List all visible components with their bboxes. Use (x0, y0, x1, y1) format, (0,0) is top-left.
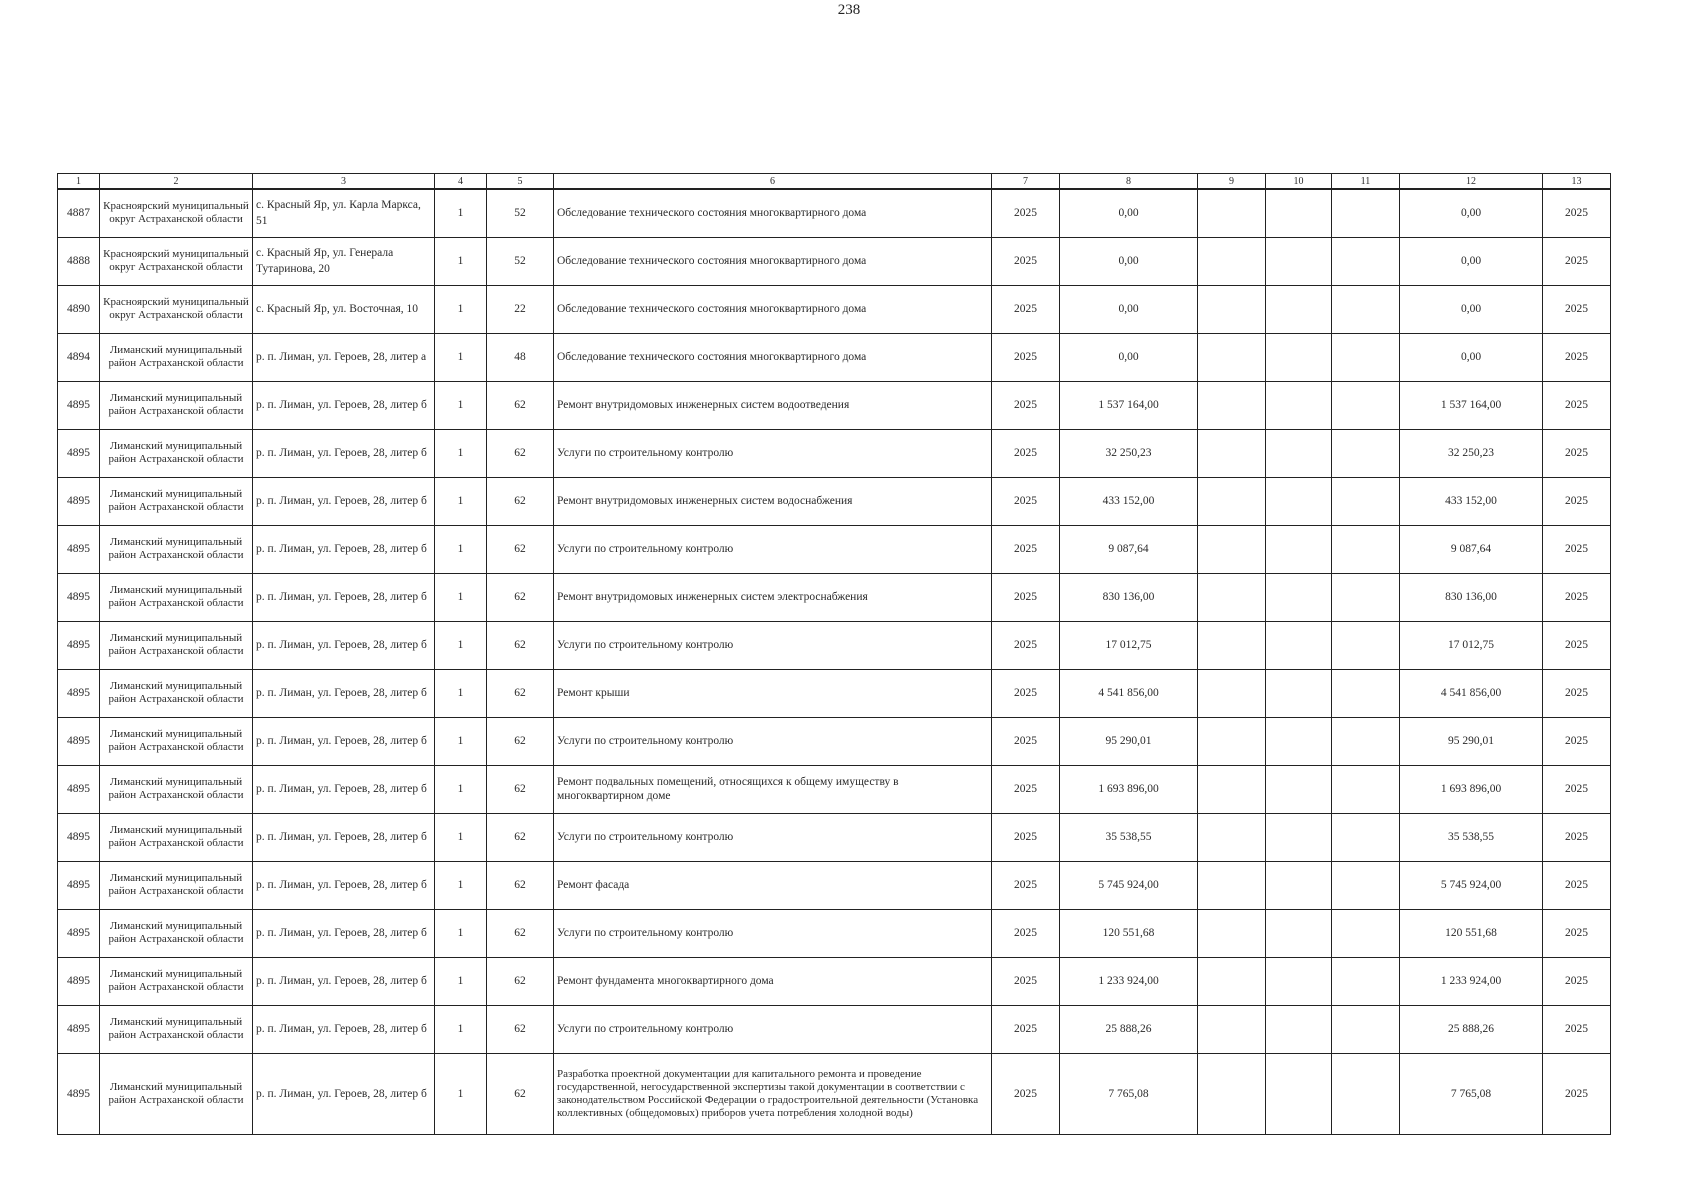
column-header-7: 7 (992, 174, 1060, 190)
cell-total: 7 765,08 (1400, 1053, 1543, 1134)
cell-total: 120 551,68 (1400, 909, 1543, 957)
cell-col10 (1266, 237, 1332, 285)
cell-municipality: Лиманский муниципальный район Астраханской области (100, 957, 253, 1005)
cell-col5: 62 (487, 717, 554, 765)
cell-year: 2025 (992, 477, 1060, 525)
cell-work-type: Услуги по строительному контролю (554, 525, 992, 573)
cell-id: 4895 (58, 477, 100, 525)
cell-year: 2025 (992, 717, 1060, 765)
table-row (58, 573, 1611, 621)
cell-total: 0,00 (1400, 237, 1543, 285)
cell-amount: 0,00 (1060, 285, 1198, 333)
table-row (58, 957, 1611, 1005)
cell-total: 0,00 (1400, 333, 1543, 381)
cell-end-year: 2025 (1543, 333, 1611, 381)
cell-col10 (1266, 717, 1332, 765)
cell-end-year: 2025 (1543, 237, 1611, 285)
cell-amount: 35 538,55 (1060, 813, 1198, 861)
cell-col9 (1198, 189, 1266, 237)
cell-amount: 1 537 164,00 (1060, 381, 1198, 429)
cell-id: 4895 (58, 573, 100, 621)
cell-total: 25 888,26 (1400, 1005, 1543, 1053)
cell-col9 (1198, 381, 1266, 429)
cell-col9 (1198, 957, 1266, 1005)
cell-col5: 62 (487, 861, 554, 909)
cell-address: р. п. Лиман, ул. Героев, 28, литер б (253, 1005, 435, 1053)
cell-year: 2025 (992, 669, 1060, 717)
cell-col11 (1332, 813, 1400, 861)
cell-col11 (1332, 1053, 1400, 1134)
cell-col9 (1198, 765, 1266, 813)
cell-col5: 62 (487, 525, 554, 573)
cell-work-type: Ремонт внутридомовых инженерных систем водоотведения (554, 381, 992, 429)
cell-id: 4887 (58, 189, 100, 237)
cell-col11 (1332, 957, 1400, 1005)
cell-id: 4895 (58, 717, 100, 765)
cell-col9 (1198, 333, 1266, 381)
column-header-13: 13 (1543, 174, 1611, 190)
column-header-11: 11 (1332, 174, 1400, 190)
cell-col9 (1198, 237, 1266, 285)
cell-col11 (1332, 429, 1400, 477)
cell-address: р. п. Лиман, ул. Героев, 28, литер б (253, 381, 435, 429)
cell-year: 2025 (992, 285, 1060, 333)
cell-address: р. п. Лиман, ул. Героев, 28, литер б (253, 717, 435, 765)
cell-amount: 25 888,26 (1060, 1005, 1198, 1053)
cell-address: р. п. Лиман, ул. Героев, 28, литер б (253, 1053, 435, 1134)
table-row (58, 669, 1611, 717)
cell-end-year: 2025 (1543, 765, 1611, 813)
cell-col10 (1266, 909, 1332, 957)
cell-work-type: Услуги по строительному контролю (554, 717, 992, 765)
column-header-12: 12 (1400, 174, 1543, 190)
cell-end-year: 2025 (1543, 429, 1611, 477)
cell-end-year: 2025 (1543, 525, 1611, 573)
cell-address: с. Красный Яр, ул. Генерала Тутаринова, 20 (253, 237, 435, 285)
cell-col5: 62 (487, 621, 554, 669)
cell-work-type: Ремонт внутридомовых инженерных систем водоснабжения (554, 477, 992, 525)
cell-col10 (1266, 189, 1332, 237)
cell-col11 (1332, 669, 1400, 717)
column-header-6: 6 (554, 174, 992, 190)
cell-end-year: 2025 (1543, 957, 1611, 1005)
cell-col5: 62 (487, 813, 554, 861)
cell-amount: 9 087,64 (1060, 525, 1198, 573)
cell-end-year: 2025 (1543, 813, 1611, 861)
cell-end-year: 2025 (1543, 1005, 1611, 1053)
column-header-4: 4 (435, 174, 487, 190)
cell-municipality: Лиманский муниципальный район Астраханской области (100, 573, 253, 621)
cell-col4: 1 (435, 429, 487, 477)
cell-col10 (1266, 1053, 1332, 1134)
cell-col9 (1198, 525, 1266, 573)
cell-id: 4895 (58, 381, 100, 429)
cell-col5: 62 (487, 765, 554, 813)
cell-id: 4895 (58, 525, 100, 573)
cell-id: 4895 (58, 909, 100, 957)
cell-col5: 48 (487, 333, 554, 381)
cell-address: р. п. Лиман, ул. Героев, 28, литер б (253, 861, 435, 909)
cell-col10 (1266, 621, 1332, 669)
cell-year: 2025 (992, 237, 1060, 285)
table-row (58, 765, 1611, 813)
cell-col9 (1198, 909, 1266, 957)
cell-col10 (1266, 765, 1332, 813)
cell-col4: 1 (435, 237, 487, 285)
cell-col10 (1266, 573, 1332, 621)
cell-total: 32 250,23 (1400, 429, 1543, 477)
cell-total: 1 233 924,00 (1400, 957, 1543, 1005)
cell-id: 4895 (58, 813, 100, 861)
cell-col11 (1332, 909, 1400, 957)
cell-col10 (1266, 669, 1332, 717)
cell-total: 9 087,64 (1400, 525, 1543, 573)
cell-col11 (1332, 189, 1400, 237)
cell-id: 4895 (58, 861, 100, 909)
cell-total: 830 136,00 (1400, 573, 1543, 621)
cell-col11 (1332, 621, 1400, 669)
cell-col9 (1198, 573, 1266, 621)
cell-address: р. п. Лиман, ул. Героев, 28, литер б (253, 813, 435, 861)
cell-id: 4895 (58, 957, 100, 1005)
cell-id: 4895 (58, 429, 100, 477)
table-row (58, 237, 1611, 285)
cell-work-type: Услуги по строительному контролю (554, 621, 992, 669)
cell-year: 2025 (992, 765, 1060, 813)
cell-amount: 1 693 896,00 (1060, 765, 1198, 813)
cell-year: 2025 (992, 957, 1060, 1005)
cell-address: р. п. Лиман, ул. Героев, 28, литер б (253, 669, 435, 717)
cell-col4: 1 (435, 957, 487, 1005)
cell-municipality: Лиманский муниципальный район Астраханской области (100, 1005, 253, 1053)
cell-end-year: 2025 (1543, 573, 1611, 621)
cell-municipality: Лиманский муниципальный район Астраханской области (100, 717, 253, 765)
cell-total: 1 537 164,00 (1400, 381, 1543, 429)
cell-col9 (1198, 1053, 1266, 1134)
cell-work-type: Ремонт подвальных помещений, относящихся к общему имуществу в многоквартирном доме (554, 765, 992, 813)
cell-col5: 62 (487, 429, 554, 477)
cell-amount: 0,00 (1060, 189, 1198, 237)
cell-work-type: Разработка проектной документации для капитального ремонта и проведение государственной, негосударственной экспертизы такой документации в соответствии с законодательством Российской Федерации о градостроительной деятельности (Установка коллективных (общедомовых) приборов учета потребления холодной воды) (554, 1053, 992, 1134)
table-row (58, 333, 1611, 381)
cell-amount: 32 250,23 (1060, 429, 1198, 477)
cell-municipality: Лиманский муниципальный район Астраханской области (100, 525, 253, 573)
cell-col10 (1266, 381, 1332, 429)
cell-work-type: Услуги по строительному контролю (554, 429, 992, 477)
cell-col9 (1198, 861, 1266, 909)
cell-col10 (1266, 957, 1332, 1005)
cell-year: 2025 (992, 813, 1060, 861)
cell-col10 (1266, 1005, 1332, 1053)
cell-col4: 1 (435, 813, 487, 861)
cell-year: 2025 (992, 573, 1060, 621)
cell-amount: 120 551,68 (1060, 909, 1198, 957)
cell-municipality: Лиманский муниципальный район Астраханской области (100, 909, 253, 957)
cell-col4: 1 (435, 765, 487, 813)
cell-year: 2025 (992, 909, 1060, 957)
table-row (58, 621, 1611, 669)
cell-municipality: Лиманский муниципальный район Астраханской области (100, 669, 253, 717)
cell-end-year: 2025 (1543, 189, 1611, 237)
cell-total: 0,00 (1400, 285, 1543, 333)
cell-end-year: 2025 (1543, 621, 1611, 669)
cell-amount: 5 745 924,00 (1060, 861, 1198, 909)
cell-col4: 1 (435, 717, 487, 765)
cell-end-year: 2025 (1543, 861, 1611, 909)
cell-col9 (1198, 813, 1266, 861)
cell-amount: 0,00 (1060, 237, 1198, 285)
cell-amount: 0,00 (1060, 333, 1198, 381)
cell-municipality: Лиманский муниципальный район Астраханской области (100, 861, 253, 909)
cell-total: 17 012,75 (1400, 621, 1543, 669)
cell-id: 4888 (58, 237, 100, 285)
cell-col9 (1198, 477, 1266, 525)
cell-col4: 1 (435, 525, 487, 573)
cell-col11 (1332, 573, 1400, 621)
table-row (58, 1053, 1611, 1134)
table-row (58, 189, 1611, 237)
cell-col5: 62 (487, 1005, 554, 1053)
cell-municipality: Лиманский муниципальный район Астраханской области (100, 477, 253, 525)
cell-col11 (1332, 861, 1400, 909)
cell-year: 2025 (992, 189, 1060, 237)
table-row (58, 717, 1611, 765)
cell-municipality: Лиманский муниципальный район Астраханской области (100, 765, 253, 813)
cell-amount: 7 765,08 (1060, 1053, 1198, 1134)
cell-col5: 52 (487, 189, 554, 237)
cell-work-type: Ремонт внутридомовых инженерных систем электроснабжения (554, 573, 992, 621)
column-header-1: 1 (58, 174, 100, 190)
column-header-3: 3 (253, 174, 435, 190)
cell-municipality: Красноярский муниципальный округ Астраханской области (100, 189, 253, 237)
cell-col5: 62 (487, 957, 554, 1005)
cell-total: 1 693 896,00 (1400, 765, 1543, 813)
table-row (58, 909, 1611, 957)
table-row (58, 429, 1611, 477)
cell-address: р. п. Лиман, ул. Героев, 28, литер б (253, 621, 435, 669)
cell-work-type: Услуги по строительному контролю (554, 1005, 992, 1053)
cell-address: р. п. Лиман, ул. Героев, 28, литер б (253, 477, 435, 525)
cell-col5: 52 (487, 237, 554, 285)
cell-col4: 1 (435, 909, 487, 957)
cell-end-year: 2025 (1543, 717, 1611, 765)
cell-col10 (1266, 813, 1332, 861)
cell-address: с. Красный Яр, ул. Карла Маркса, 51 (253, 189, 435, 237)
cell-work-type: Ремонт крыши (554, 669, 992, 717)
cell-col4: 1 (435, 573, 487, 621)
table-body (58, 189, 1611, 1134)
cell-col10 (1266, 525, 1332, 573)
cell-end-year: 2025 (1543, 909, 1611, 957)
cell-col11 (1332, 765, 1400, 813)
cell-amount: 95 290,01 (1060, 717, 1198, 765)
cell-col11 (1332, 285, 1400, 333)
cell-col4: 1 (435, 621, 487, 669)
cell-id: 4895 (58, 669, 100, 717)
column-header-5: 5 (487, 174, 554, 190)
cell-col4: 1 (435, 1053, 487, 1134)
table-header (58, 174, 1611, 190)
cell-work-type: Обследование технического состояния многоквартирного дома (554, 237, 992, 285)
cell-id: 4895 (58, 621, 100, 669)
cell-id: 4894 (58, 333, 100, 381)
cell-col4: 1 (435, 1005, 487, 1053)
cell-col9 (1198, 669, 1266, 717)
cell-col11 (1332, 477, 1400, 525)
cell-col5: 62 (487, 669, 554, 717)
cell-address: р. п. Лиман, ул. Героев, 28, литер б (253, 429, 435, 477)
column-header-10: 10 (1266, 174, 1332, 190)
cell-address: р. п. Лиман, ул. Героев, 28, литер а (253, 333, 435, 381)
cell-total: 0,00 (1400, 189, 1543, 237)
cell-municipality: Красноярский муниципальный округ Астраханской области (100, 237, 253, 285)
cell-work-type: Обследование технического состояния многоквартирного дома (554, 189, 992, 237)
cell-municipality: Красноярский муниципальный округ Астраханской области (100, 285, 253, 333)
cell-amount: 17 012,75 (1060, 621, 1198, 669)
cell-address: р. п. Лиман, ул. Героев, 28, литер б (253, 909, 435, 957)
cell-address: р. п. Лиман, ул. Героев, 28, литер б (253, 525, 435, 573)
cell-col5: 62 (487, 909, 554, 957)
cell-work-type: Ремонт фасада (554, 861, 992, 909)
cell-municipality: Лиманский муниципальный район Астраханской области (100, 813, 253, 861)
cell-col9 (1198, 285, 1266, 333)
cell-municipality: Лиманский муниципальный район Астраханской области (100, 1053, 253, 1134)
cell-col10 (1266, 477, 1332, 525)
cell-col4: 1 (435, 333, 487, 381)
cell-municipality: Лиманский муниципальный район Астраханской области (100, 333, 253, 381)
cell-col9 (1198, 717, 1266, 765)
cell-amount: 433 152,00 (1060, 477, 1198, 525)
cell-col5: 22 (487, 285, 554, 333)
cell-col10 (1266, 285, 1332, 333)
column-header-2: 2 (100, 174, 253, 190)
cell-work-type: Услуги по строительному контролю (554, 909, 992, 957)
cell-address: р. п. Лиман, ул. Героев, 28, литер б (253, 765, 435, 813)
cell-amount: 1 233 924,00 (1060, 957, 1198, 1005)
cell-work-type: Обследование технического состояния многоквартирного дома (554, 285, 992, 333)
cell-col10 (1266, 429, 1332, 477)
cell-col9 (1198, 1005, 1266, 1053)
cell-work-type: Ремонт фундамента многоквартирного дома (554, 957, 992, 1005)
header-row (58, 174, 1611, 190)
cell-col11 (1332, 1005, 1400, 1053)
cell-col5: 62 (487, 381, 554, 429)
cell-end-year: 2025 (1543, 381, 1611, 429)
table-row (58, 525, 1611, 573)
cell-total: 5 745 924,00 (1400, 861, 1543, 909)
table-row (58, 477, 1611, 525)
cell-total: 95 290,01 (1400, 717, 1543, 765)
cell-total: 4 541 856,00 (1400, 669, 1543, 717)
cell-year: 2025 (992, 429, 1060, 477)
cell-col5: 62 (487, 477, 554, 525)
cell-year: 2025 (992, 621, 1060, 669)
cell-col10 (1266, 333, 1332, 381)
cell-work-type: Услуги по строительному контролю (554, 813, 992, 861)
cell-address: р. п. Лиман, ул. Героев, 28, литер б (253, 573, 435, 621)
cell-col4: 1 (435, 381, 487, 429)
cell-end-year: 2025 (1543, 1053, 1611, 1134)
cell-work-type: Обследование технического состояния многоквартирного дома (554, 333, 992, 381)
cell-municipality: Лиманский муниципальный район Астраханской области (100, 429, 253, 477)
cell-col9 (1198, 621, 1266, 669)
cell-col11 (1332, 525, 1400, 573)
registry-table (57, 173, 1611, 1135)
cell-year: 2025 (992, 1053, 1060, 1134)
cell-amount: 830 136,00 (1060, 573, 1198, 621)
cell-col5: 62 (487, 573, 554, 621)
cell-end-year: 2025 (1543, 477, 1611, 525)
cell-col11 (1332, 717, 1400, 765)
cell-year: 2025 (992, 861, 1060, 909)
cell-col4: 1 (435, 669, 487, 717)
cell-total: 35 538,55 (1400, 813, 1543, 861)
table-row (58, 1005, 1611, 1053)
cell-amount: 4 541 856,00 (1060, 669, 1198, 717)
cell-end-year: 2025 (1543, 669, 1611, 717)
cell-year: 2025 (992, 333, 1060, 381)
cell-address: р. п. Лиман, ул. Героев, 28, литер б (253, 957, 435, 1005)
cell-end-year: 2025 (1543, 285, 1611, 333)
cell-year: 2025 (992, 525, 1060, 573)
cell-col4: 1 (435, 285, 487, 333)
cell-address: с. Красный Яр, ул. Восточная, 10 (253, 285, 435, 333)
page-number: 238 (837, 2, 861, 18)
cell-municipality: Лиманский муниципальный район Астраханской области (100, 381, 253, 429)
table-row (58, 813, 1611, 861)
table-row (58, 861, 1611, 909)
cell-col4: 1 (435, 189, 487, 237)
column-header-9: 9 (1198, 174, 1266, 190)
cell-id: 4890 (58, 285, 100, 333)
cell-year: 2025 (992, 1005, 1060, 1053)
cell-col4: 1 (435, 477, 487, 525)
table-row (58, 285, 1611, 333)
cell-year: 2025 (992, 381, 1060, 429)
cell-id: 4895 (58, 1005, 100, 1053)
cell-municipality: Лиманский муниципальный район Астраханской области (100, 621, 253, 669)
cell-col4: 1 (435, 861, 487, 909)
cell-id: 4895 (58, 765, 100, 813)
cell-col11 (1332, 333, 1400, 381)
cell-col9 (1198, 429, 1266, 477)
table-row (58, 381, 1611, 429)
cell-id: 4895 (58, 1053, 100, 1134)
column-header-8: 8 (1060, 174, 1198, 190)
cell-col11 (1332, 237, 1400, 285)
cell-col5: 62 (487, 1053, 554, 1134)
cell-total: 433 152,00 (1400, 477, 1543, 525)
cell-col10 (1266, 861, 1332, 909)
cell-col11 (1332, 381, 1400, 429)
